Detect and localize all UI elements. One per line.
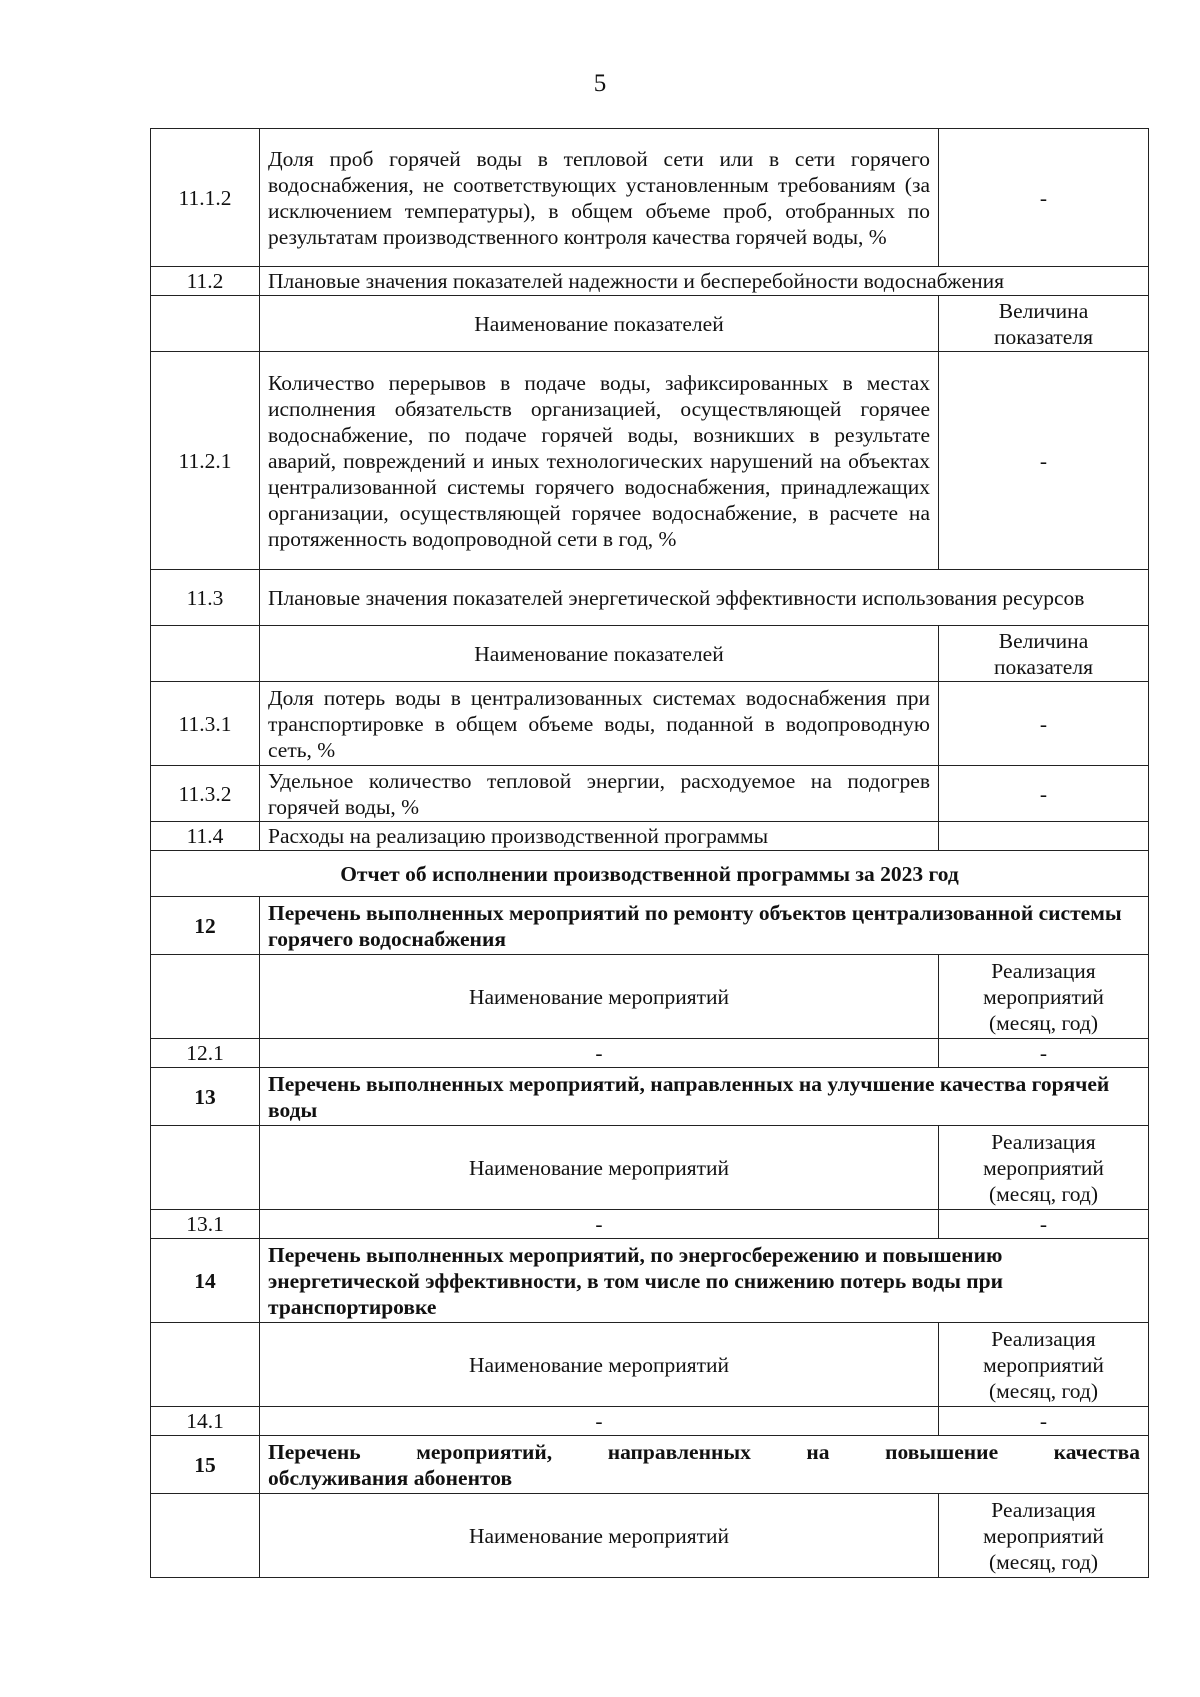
section-title-line-2: обслуживания абонентов bbox=[268, 1465, 513, 1490]
page-number: 5 bbox=[593, 70, 607, 97]
indicator-text: Расходы на реализацию производственной программы bbox=[260, 822, 939, 851]
indicator-value bbox=[939, 822, 1149, 851]
column-header-name: Наименование показателей bbox=[260, 626, 939, 682]
column-header-value: Реализация мероприятий (месяц, год) bbox=[939, 1323, 1149, 1407]
indicator-value: - bbox=[939, 682, 1149, 766]
column-header-name: Наименование мероприятий bbox=[260, 1323, 939, 1407]
column-header-value: Реализация мероприятий (месяц, год) bbox=[939, 1126, 1149, 1210]
section-title: Перечень выполненных мероприятий, по энергосбережению и повышению энергетической эффективности, в том числе по снижению потерь воды при транспортировке bbox=[260, 1239, 1149, 1323]
empty-cell bbox=[151, 955, 260, 1039]
section-number: 12 bbox=[151, 897, 260, 955]
column-header-name: Наименование показателей bbox=[260, 296, 939, 352]
table-row bbox=[151, 822, 1149, 851]
table-header-row bbox=[151, 1494, 1149, 1578]
column-header-name: Наименование мероприятий bbox=[260, 1494, 939, 1578]
table-header-row bbox=[151, 1323, 1149, 1407]
table-row bbox=[151, 1239, 1149, 1323]
row-number: 14.1 bbox=[151, 1407, 260, 1436]
table-row bbox=[151, 129, 1149, 267]
row-number: 11.3.2 bbox=[151, 766, 260, 822]
empty-cell bbox=[151, 1323, 260, 1407]
activity-name: - bbox=[260, 1407, 939, 1436]
indicator-value: - bbox=[939, 766, 1149, 822]
section-title: Перечень выполненных мероприятий, направленных на улучшение качества горячей воды bbox=[260, 1068, 1149, 1126]
report-title: Отчет об исполнении производственной программы за 2023 год bbox=[151, 851, 1149, 897]
table-header-row bbox=[151, 1126, 1149, 1210]
section-number: 13 bbox=[151, 1068, 260, 1126]
empty-cell bbox=[151, 296, 260, 352]
section-number: 15 bbox=[151, 1436, 260, 1494]
row-number: 11.2 bbox=[151, 267, 260, 296]
table-row bbox=[151, 1210, 1149, 1239]
indicator-text: Доля проб горячей воды в тепловой сети или в сети горячего водоснабжения, не соответствующих установленным требованиям (за исключением температуры), в общем объеме проб, отобранных по результатам производственного контроля качества горячей воды, % bbox=[260, 129, 939, 267]
column-header-value: Реализация мероприятий (месяц, год) bbox=[939, 955, 1149, 1039]
row-number: 11.2.1 bbox=[151, 352, 260, 570]
indicator-text: Удельное количество тепловой энергии, расходуемое на подогрев горячей воды, % bbox=[260, 766, 939, 822]
table-row bbox=[151, 1039, 1149, 1068]
table-row bbox=[151, 1436, 1149, 1494]
column-header-value: Реализация мероприятий (месяц, год) bbox=[939, 1494, 1149, 1578]
column-header-name: Наименование мероприятий bbox=[260, 955, 939, 1039]
table-row bbox=[151, 766, 1149, 822]
activity-date: - bbox=[939, 1039, 1149, 1068]
table-row bbox=[151, 682, 1149, 766]
table-header-row bbox=[151, 955, 1149, 1039]
section-title: Плановые значения показателей энергетической эффективности использования ресурсов bbox=[260, 570, 1149, 626]
row-number: 11.1.2 bbox=[151, 129, 260, 267]
indicator-value: - bbox=[939, 129, 1149, 267]
section-title-line-1: Перечень мероприятий, направленных на повышение качества bbox=[268, 1439, 1140, 1464]
row-number: 13.1 bbox=[151, 1210, 260, 1239]
column-header-value: Величина показателя bbox=[939, 296, 1149, 352]
table-row bbox=[151, 267, 1149, 296]
table-row bbox=[151, 570, 1149, 626]
section-title: Перечень выполненных мероприятий по ремонту объектов централизованной системы горячего водоснабжения bbox=[260, 897, 1149, 955]
empty-cell bbox=[151, 1126, 260, 1210]
row-number: 11.4 bbox=[151, 822, 260, 851]
table-header-row bbox=[151, 296, 1149, 352]
indicator-value: - bbox=[939, 352, 1149, 570]
section-number: 14 bbox=[151, 1239, 260, 1323]
activity-name: - bbox=[260, 1210, 939, 1239]
indicator-text: Количество перерывов в подаче воды, зафиксированных в местах исполнения обязательств организацией, осуществляющей горячее водоснабжение, по подаче горячей воды, возникших в результате аварий, повреждений и иных технологических нарушений на объектах централизованной системы горячего водоснабжения, принадлежащих организации, осуществляющей горячее водоснабжение, в расчете на протяженность водопроводной сети в год, % bbox=[260, 352, 939, 570]
row-number: 12.1 bbox=[151, 1039, 260, 1068]
column-header-value: Величина показателя bbox=[939, 626, 1149, 682]
section-title bbox=[260, 1436, 1149, 1494]
activity-name: - bbox=[260, 1039, 939, 1068]
section-title: Плановые значения показателей надежности и бесперебойности водоснабжения bbox=[260, 267, 1149, 296]
row-number: 11.3 bbox=[151, 570, 260, 626]
table-row bbox=[151, 352, 1149, 570]
report-title-row bbox=[151, 851, 1149, 897]
empty-cell bbox=[151, 1494, 260, 1578]
indicator-text: Доля потерь воды в централизованных системах водоснабжения при транспортировке в общем объеме воды, поданной в водопроводную сеть, % bbox=[260, 682, 939, 766]
empty-cell bbox=[151, 626, 260, 682]
table-row bbox=[151, 897, 1149, 955]
table-row bbox=[151, 1407, 1149, 1436]
activity-date: - bbox=[939, 1407, 1149, 1436]
activity-date: - bbox=[939, 1210, 1149, 1239]
table-row bbox=[151, 1068, 1149, 1126]
row-number: 11.3.1 bbox=[151, 682, 260, 766]
program-table bbox=[150, 128, 1149, 1578]
table-header-row bbox=[151, 626, 1149, 682]
column-header-name: Наименование мероприятий bbox=[260, 1126, 939, 1210]
